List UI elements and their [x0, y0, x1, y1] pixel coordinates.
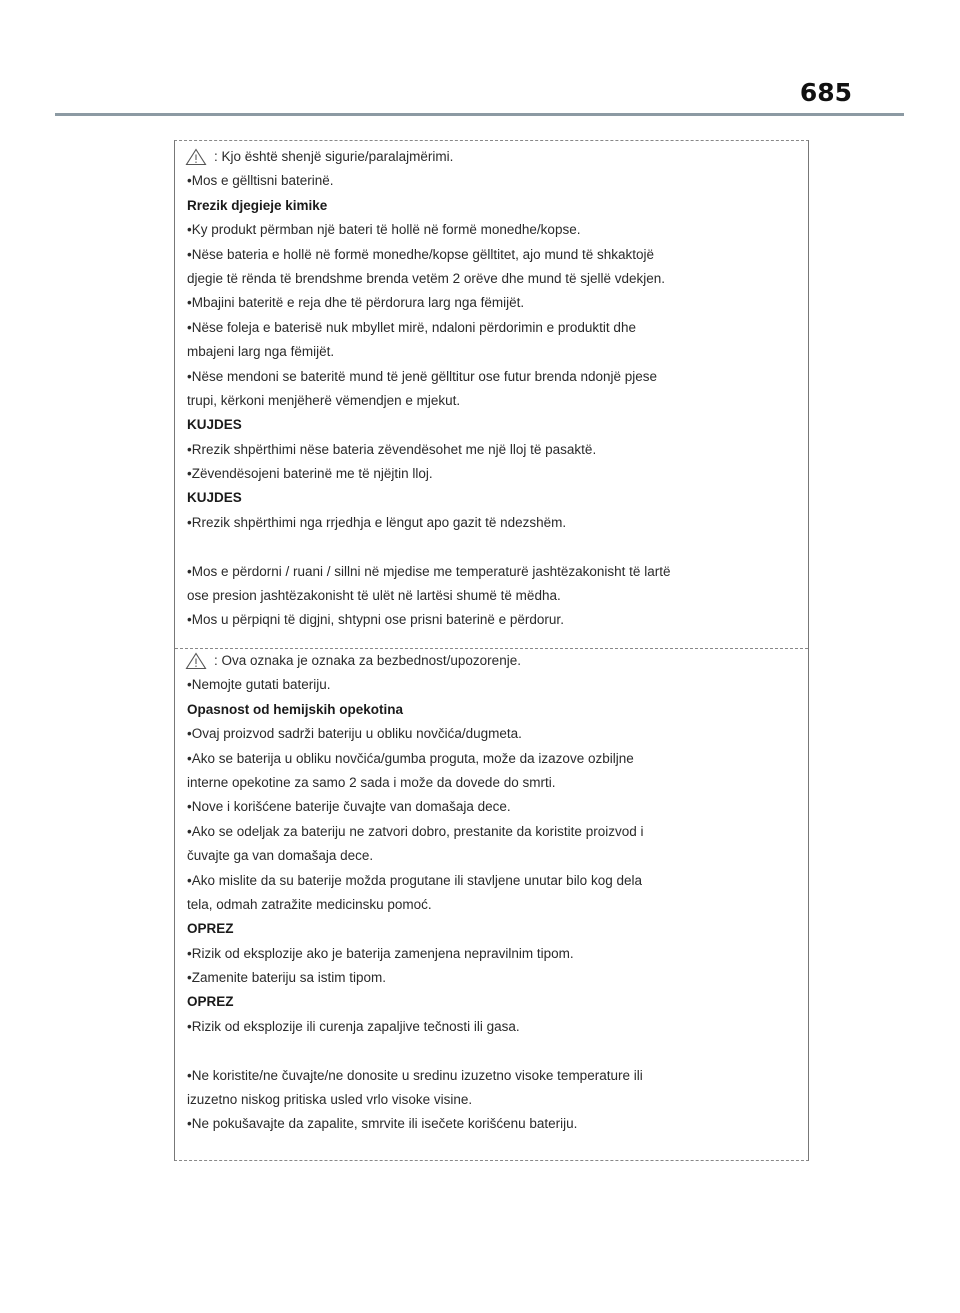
text-line: •Ovaj proizvod sadrži bateriju u obliku novčića/dugmeta.: [187, 726, 522, 742]
lines-albanian: [187, 169, 796, 632]
header-rule: [55, 113, 904, 116]
text-line: •Rrezik shpërthimi nga rrjedhja e lëngut apo gazit të ndezshëm.: [187, 514, 567, 530]
text-line: •Rizik od eksplozije ili curenja zapaljive tečnosti ili gasa.: [187, 1018, 520, 1034]
text-line: •Rrezik shpërthimi nëse bateria zëvendësohet me një lloj të pasaktë.: [187, 441, 597, 457]
page-number: 685: [799, 78, 852, 107]
text-line: •Nëse mendoni se bateritë mund të jenë gëlltitur ose futur brenda ndonjë pjese: [187, 368, 658, 384]
warning-triangle-icon: [185, 652, 207, 670]
text-line: •Rizik od eksplozije ako je baterija zamenjena nepravilnim tipom.: [187, 945, 574, 961]
text-line: izuzetno niskog pritiska usled vrlo visoke visine.: [187, 1092, 473, 1108]
section-heading: OPREZ: [187, 921, 234, 937]
blank-line: [187, 1039, 796, 1063]
text-line: tela, odmah zatražite medicinsku pomoć.: [187, 896, 432, 912]
text-line: •Nemojte gutati bateriju.: [187, 677, 331, 693]
text-line: •Zëvendësojeni baterinë me të njëjtin lloj.: [187, 466, 433, 482]
text-line: ose presion jashtëzakonisht të ulët në lartësi shumë të mëdha.: [187, 588, 561, 604]
text-line: •Mos e përdorni / ruani / sillni në mjedise me temperaturë jashtëzakonisht të lartë: [187, 563, 671, 579]
blank-line: [187, 535, 796, 559]
text-line: mbajeni larg nga fëmijët.: [187, 344, 335, 360]
text-line: djegie të rënda të brendshme brenda vetëm 2 orëve dhe mund të sjellë vdekjen.: [187, 270, 666, 286]
section-serbian: [175, 649, 808, 1137]
text-line: •Mos e gëlltisni baterinë.: [187, 173, 334, 189]
warning-heading-text: : Kjo është shenjë sigurie/paralajmërimi.: [214, 149, 454, 164]
text-line: •Ky produkt përmban një bateri të hollë në formë monedhe/kopse.: [187, 222, 581, 238]
warning-triangle-icon: [185, 148, 207, 166]
text-line: •Ako se baterija u obliku novčića/gumba proguta, može da izazove ozbiljne: [187, 750, 634, 766]
text-line: •Ako mislite da su baterije možda progutane ili stavljene unutar bilo kog dela: [187, 872, 642, 888]
text-line: •Nëse foleja e baterisë nuk mbyllet mirë, ndaloni përdorimin e produktit dhe: [187, 319, 636, 335]
text-line: •Mos u përpiqni të digjni, shtypni ose prisni baterinë e përdorur.: [187, 612, 564, 628]
text-line: trupi, kërkoni menjëherë vëmendjen e mjekut.: [187, 392, 461, 408]
lines-serbian: [187, 673, 796, 1136]
section-heading: Rrezik djegieje kimike: [187, 197, 328, 213]
section-heading: Opasnost od hemijskih opekotina: [187, 701, 404, 717]
text-line: •Ne pokušavajte da zapalite, smrvite ili isečete korišćenu bateriju.: [187, 1116, 578, 1132]
section-heading: KUJDES: [187, 490, 242, 506]
text-line: •Mbajini bateritë e reja dhe të përdorura larg nga fëmijët.: [187, 295, 525, 311]
text-line: čuvajte ga van domašaja dece.: [187, 848, 374, 864]
text-line: •Nëse bateria e hollë në formë monedhe/kopse gëlltitet, ajo mund të shkaktojë: [187, 246, 655, 262]
text-line: •Nove i korišćene baterije čuvajte van domašaja dece.: [187, 799, 511, 815]
text-line: •Zamenite bateriju sa istim tipom.: [187, 970, 387, 986]
warning-heading-albanian: [187, 145, 796, 169]
section-albanian: [175, 145, 808, 633]
text-line: •Ne koristite/ne čuvajte/ne donosite u sredinu izuzetno visoke temperature ili: [187, 1067, 643, 1083]
warning-heading-text: : Ova oznaka je oznaka za bezbednost/upozorenje.: [214, 653, 521, 668]
section-heading: KUJDES: [187, 417, 242, 433]
warning-heading-serbian: [187, 649, 796, 673]
text-line: •Ako se odeljak za bateriju ne zatvori dobro, prestanite da koristite proizvod i: [187, 823, 644, 839]
text-line: interne opekotine za samo 2 sada i može da dovede do smrti.: [187, 774, 556, 790]
safety-notice-box: [174, 140, 809, 1161]
section-heading: OPREZ: [187, 994, 234, 1010]
